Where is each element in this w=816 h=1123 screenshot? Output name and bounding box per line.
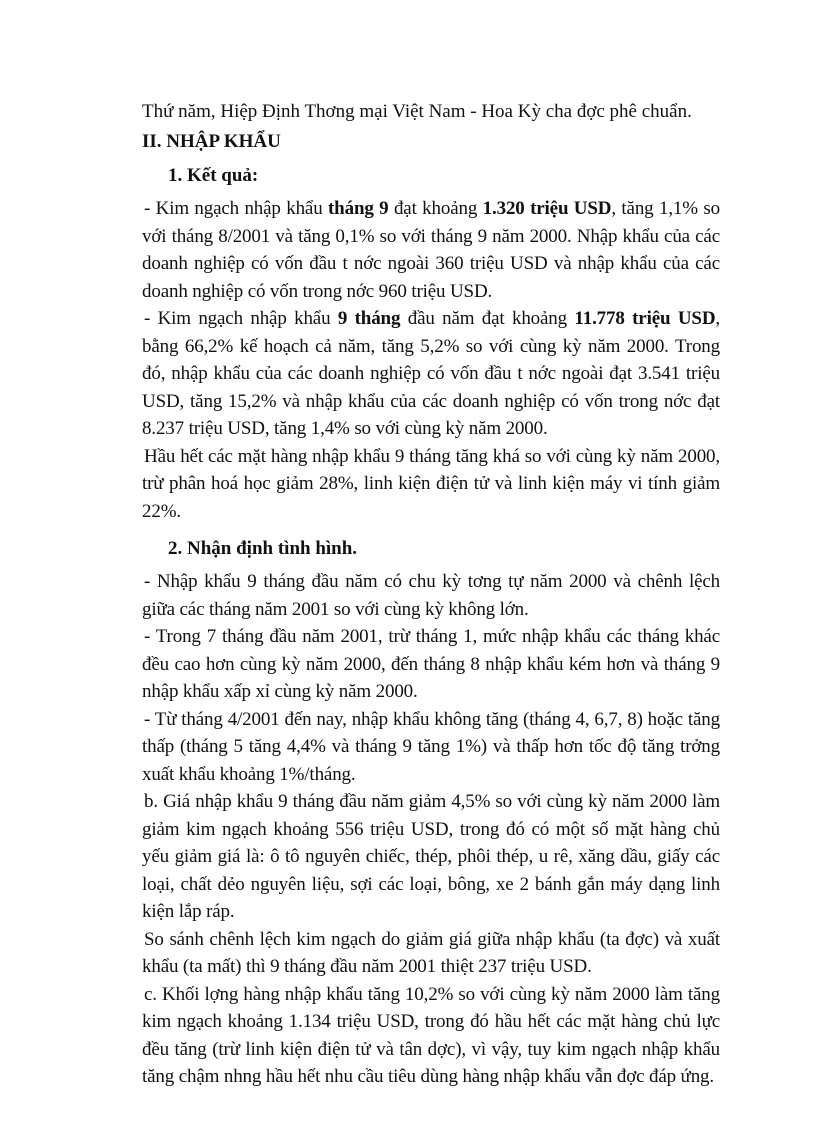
paragraph-price-comparison: So sánh chênh lệch kim ngạch do giảm giá giữa nhập khẩu (ta đợc) và xuất khẩu (ta mất) thì 9 tháng đầu năm 2001 thiệt 237 triệu USD. <box>142 928 720 977</box>
paragraph-first-7-months: - Trong 7 tháng đầu năm 2001, trừ tháng 1, mức nhập khẩu các tháng khác đều cao hơn cùng kỳ năm 2000, đến tháng 8 nhập khẩu kém hơn và tháng 9 nhập khẩu xấp xỉ cùng kỳ năm 2000. <box>142 626 720 702</box>
subsection-1-heading: 1. Kết quả: <box>168 165 259 186</box>
paragraph-volume: c. Khối lợng hàng nhập khẩu tăng 10,2% so với cùng kỳ năm 2000 làm tăng kim ngạch khoảng 1.134 triệu USD, trong đó hầu hết các mặt hàng chủ lực đều tăng (trừ linh kiện điện tử và tân dợc), vì vậy, tuy kim ngạch nhập khẩu tăng chậm nhng hầu hết nhu cầu tiêu dùng hàng nhập khẩu vẫn đợc đáp ứng. <box>142 983 720 1087</box>
paragraph-import-9months: - Kim ngạch nhập khẩu 9 tháng đầu năm đạt khoảng 11.778 triệu USD, bằng 66,2% kế hoạch cả năm, tăng 5,2% so với cùng kỳ năm 2000. Trong đó, nhập khẩu của các doanh nghiệp có vốn đầu t nớc ngoài đạt 3.541 triệu USD, tăng 15,2% và nhập khẩu của các doanh nghiệp có vốn trong nớc đạt 8.237 triệu USD, tăng 1,4% so với cùng kỳ năm 2000. <box>142 308 720 439</box>
paragraph-import-month9: - Kim ngạch nhập khẩu tháng 9 đạt khoảng 1.320 triệu USD, tăng 1,1% so với tháng 8/2001 và tăng 0,1% so với tháng 9 năm 2000. Nhập khẩu của các doanh nghiệp có vốn đầu t nớc ngoài 360 triệu USD và nhập khẩu của các doanh nghiệp có vốn trong nớc 960 triệu USD. <box>142 198 720 302</box>
document-page <box>142 98 720 1091</box>
intro-line: Thứ năm, Hiệp Định Thơng mại Việt Nam - Hoa Kỳ cha đợc phê chuẩn. <box>142 101 692 122</box>
paragraph-import-goods: Hầu hết các mặt hàng nhập khẩu 9 tháng tăng khá so với cùng kỳ năm 2000, trừ phân hoá học giảm 28%, linh kiện điện tử và linh kiện máy vi tính giảm 22%. <box>142 445 720 522</box>
bold-11778-usd: 11.778 triệu USD <box>574 308 716 329</box>
paragraph-price: b. Giá nhập khẩu 9 tháng đầu năm giảm 4,5% so với cùng kỳ năm 2000 làm giảm kim ngạch khoảng 556 triệu USD, trong đó có một số mặt hàng chủ yếu giảm giá là: ô tô nguyên chiếc, thép, phôi thép, u rê, xăng dầu, giấy các loại, chất dẻo nguyên liệu, sợi các loại, bông, xe 2 bánh gắn máy dạng linh kiện lắp ráp. <box>142 791 720 922</box>
paragraph-since-april: - Từ tháng 4/2001 đến nay, nhập khẩu không tăng (tháng 4, 6,7, 8) hoặc tăng thấp (tháng 5 tăng 4,4% và tháng 9 tăng 1%) và thấp hơn tốc độ tăng trởng xuất khẩu khoảng 1%/tháng. <box>142 708 720 785</box>
bold-1320-usd: 1.320 triệu USD <box>482 198 612 219</box>
section-title: II. NHẬP KHẨU <box>142 131 281 152</box>
subsection-2-heading: 2. Nhận định tình hình. <box>168 538 358 559</box>
bold-9-months: 9 tháng <box>337 308 401 329</box>
bold-month9: tháng 9 <box>328 198 389 219</box>
paragraph-cycle: - Nhập khẩu 9 tháng đầu năm có chu kỳ tơng tự năm 2000 và chênh lệch giữa các tháng năm 2001 so với cùng kỳ không lớn. <box>142 571 720 620</box>
